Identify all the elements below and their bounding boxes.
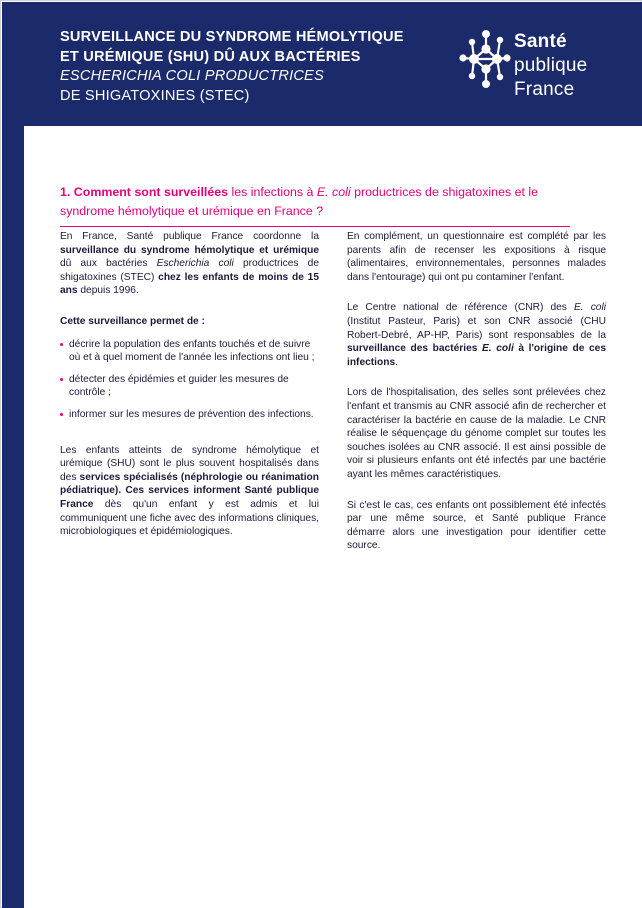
lc-p2-bold1: services spécialisés (néphrologie ou réanimation pédiatrique). Ces services informent Santé publique France [60,471,319,510]
rc-p2-bold-pre: surveillance des bactéries [347,343,483,355]
list-item: décrire la population des enfants touchés et de suivre où et à quel moment de l'année les infections ont lieu ; [60,338,319,365]
two-column-body [60,230,606,565]
surveillance-bullet-list [60,338,319,422]
paragraph-questionnaire: En complément, un questionnaire est complété par les parents afin de recenser les expositions à risque (alimentaires, environnementales, personnes malades dans l'entourage) qui ont pu contaminer l'enfant. [347,231,606,283]
lc-p1-bold2: chez les enfants de moins de 15 ans [60,271,319,297]
lc-p1-pre: En France, Santé publique France coordonne la [60,231,319,242]
title-line-3: ESCHERICHIA COLI PRODUCTRICES [60,68,324,84]
section-number: 1. [60,185,71,199]
section-title-rest-1: les infections à [228,185,317,199]
bullets-lead-in: Cette surveillance permet de : [60,315,205,327]
rc-p2-bold-italic: E. coli [482,343,514,355]
section-title-italic: E. coli [316,185,351,199]
paragraph-investigation: Si c'est le cas, ces enfants ont possiblement été infectés par une même source, et Santé publique France démarre alors une investigation pour identifier cette source. [347,499,606,552]
logo-line-1: Santé [514,31,567,52]
document-header [24,2,642,126]
paragraph-hospitalisation [60,444,319,539]
right-column [347,230,606,565]
lc-p1-mid: dû aux bactéries [60,258,157,270]
left-column [60,230,319,565]
lc-p2-pre: Les enfants atteints de syndrome hémolytique et urémique (SHU) sont le plus souvent hospitalisés dans des [60,444,319,483]
lc-p1-bold1: surveillance du syndrome hémolytique et urémique [60,244,319,256]
lc-p1-end: depuis 1996. [77,285,139,297]
paragraph-cnr [347,301,606,369]
section-title-line-2: de shigatoxines et le syndrome hémolytique et urémique en France ? [60,185,539,218]
list-item: informer sur les mesures de prévention des infections. [60,408,319,422]
sante-publique-france-logo-icon [456,28,616,100]
rc-p2-pre: Le Centre national de référence (CNR) des [347,302,574,314]
page-title [60,28,480,106]
logo-wordmark [514,32,587,99]
title-line-4: DE SHIGATOXINES (STEC) [60,87,250,104]
lc-p2-end: dès qu'un enfant y est admis et lui communiquent une fiche avec des informations cliniques, microbiologiques et épidémiologiques. [60,498,319,538]
lc-p1-italic: Escherichia coli [156,258,234,270]
rc-p2-italic1: E. coli [573,302,606,314]
title-line-1: SURVEILLANCE DU SYNDROME HÉMOLYTIQUE [60,29,404,45]
section-title-rest-2: productrices [350,185,422,199]
title-line-2: ET URÉMIQUE (SHU) DÛ AUX BACTÉRIES [60,48,361,65]
section-title-bold: Comment sont surveillées [73,185,229,199]
document-content [24,126,642,908]
left-spine-bar [2,2,24,908]
paragraph-sequencage: Lors de l'hospitalisation, des selles sont prélevées chez l'enfant et transmis au CNR associé afin de rechercher et caractériser la bactérie en cause de la maladie. Le CNR réalise le séquençage du génome complet sur toutes les souches isolées au CNR associé. Il est ainsi possible de voir si plusieurs enfants ont été infectés par une bactérie ayant les mêmes caractéristiques. [347,387,606,480]
rc-p2-bold-post: à l'origine de ces infections [347,343,606,368]
rc-p2-mid: (Institut Pasteur, Paris) et son CNR associé (CHU Robert-Debré, AP-HP, Paris) sont responsables de la [347,315,606,341]
logo-line-3: France [514,79,575,100]
section-heading [60,183,570,227]
paragraph-surveillance [60,230,319,298]
list-item: détecter des épidémies et guider les mesures de contrôle ; [60,373,319,400]
rc-p2-end: . [395,356,398,368]
lc-p1-mid2: productrices de shigatoxines (STEC) [60,258,319,283]
logo-line-2: publique [514,55,588,76]
